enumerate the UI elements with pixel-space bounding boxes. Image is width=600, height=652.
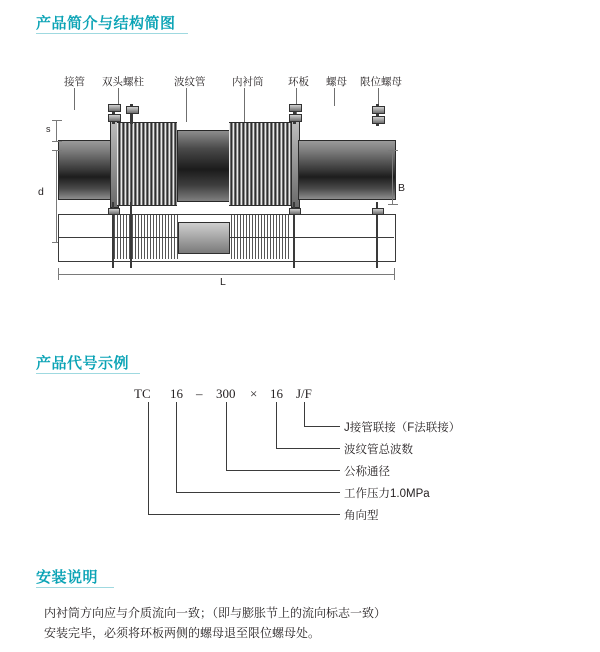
part-label-0: 接管 <box>64 76 85 88</box>
dimension-line-d <box>56 150 57 242</box>
section-title-code <box>36 352 129 373</box>
section-nut-right <box>289 208 301 215</box>
inner-liner <box>177 130 231 202</box>
code-token-3: 300 <box>216 386 236 401</box>
code-leader-v-4 <box>304 402 305 426</box>
dimension-label-B: B <box>398 182 406 194</box>
nut-left-2 <box>126 106 139 114</box>
left-bellows <box>117 122 177 206</box>
code-token-2: – <box>196 386 203 401</box>
section-title-code-underline <box>36 373 140 374</box>
leader-line-5 <box>334 88 335 106</box>
install-line-1: 安装完毕，必须将环板两侧的螺母退至限位螺母处。 <box>44 626 321 640</box>
limit-nut <box>372 106 385 114</box>
section-title-code-text: 产品代号示例 <box>36 355 130 372</box>
code-note-4: 角向型 <box>344 510 379 522</box>
section-nut-left <box>108 208 120 215</box>
dimension-tick-s-bottom <box>52 141 62 142</box>
code-note-2: 公称通径 <box>344 466 390 478</box>
structure-diagram <box>40 62 520 302</box>
product-code-diagram <box>0 380 600 540</box>
nut-right-upper <box>289 104 302 112</box>
section-title-intro-text: 产品简介与结构简图 <box>36 15 176 32</box>
left-pipe-stub <box>58 140 114 200</box>
code-leader-h-4 <box>304 426 340 427</box>
dimension-tick-L-left <box>58 268 59 280</box>
code-leader-h-2 <box>226 470 340 471</box>
section-title-install <box>36 566 98 587</box>
code-token-5: 16 <box>270 386 283 401</box>
leader-line-2 <box>186 88 187 122</box>
part-label-3: 内衬筒 <box>232 76 264 88</box>
section-stud-left-2 <box>130 202 132 268</box>
part-label-1: 双头螺柱 <box>102 76 144 88</box>
section-title-intro <box>36 12 176 33</box>
part-label-4: 环板 <box>288 76 309 88</box>
dimension-tick-L-right <box>394 268 395 280</box>
code-note-0: J接管联接（F法联接） <box>344 422 461 434</box>
dimension-line-L <box>58 274 394 275</box>
nut-right-lower <box>289 114 302 122</box>
dimension-label-s: s <box>46 124 51 134</box>
code-leader-h-0 <box>148 514 340 515</box>
code-leader-v-0 <box>148 402 149 514</box>
right-bellows <box>229 122 291 206</box>
dimension-tick-d-top <box>52 150 62 151</box>
code-note-3: 工作压力1.0MPa <box>344 488 430 500</box>
section-title-intro-underline <box>36 33 188 34</box>
section-view-left-block <box>178 222 230 254</box>
dimension-tick-B-top <box>388 150 398 151</box>
nut-left-lower <box>108 114 121 122</box>
leader-line-6 <box>378 88 379 104</box>
dimension-tick-s-top <box>52 120 62 121</box>
part-label-5: 螺母 <box>326 76 347 88</box>
dimension-line-s <box>56 120 57 142</box>
right-pipe-stub <box>298 140 396 200</box>
section-nut-limit <box>372 208 384 215</box>
nut-left-upper <box>108 104 121 112</box>
code-leader-v-2 <box>226 402 227 470</box>
code-token-1: 16 <box>170 386 183 401</box>
dimension-line-B <box>392 150 393 204</box>
code-token-4: × <box>250 386 258 401</box>
dimension-label-L: L <box>220 276 226 288</box>
part-label-2: 波纹管 <box>174 76 206 88</box>
code-leader-v-1 <box>176 402 177 492</box>
code-token-6: J/F <box>296 386 312 401</box>
install-line-0: 内衬筒方向应与介质流向一致；（即与膨胀节上的流向标志一致） <box>44 606 387 620</box>
code-note-1: 波纹管总波数 <box>344 444 413 456</box>
part-label-6: 限位螺母 <box>360 76 402 88</box>
code-token-0: TC <box>134 386 151 401</box>
limit-nut-2 <box>372 116 385 124</box>
code-leader-h-1 <box>176 492 340 493</box>
dimension-label-d: d <box>38 186 44 198</box>
section-title-install-text: 安装说明 <box>36 569 99 586</box>
leader-line-0 <box>74 88 75 110</box>
dimension-tick-B-bottom <box>388 204 398 205</box>
section-title-install-underline <box>36 587 114 588</box>
code-leader-v-3 <box>276 402 277 448</box>
code-leader-h-3 <box>276 448 340 449</box>
leader-line-1 <box>118 88 119 104</box>
